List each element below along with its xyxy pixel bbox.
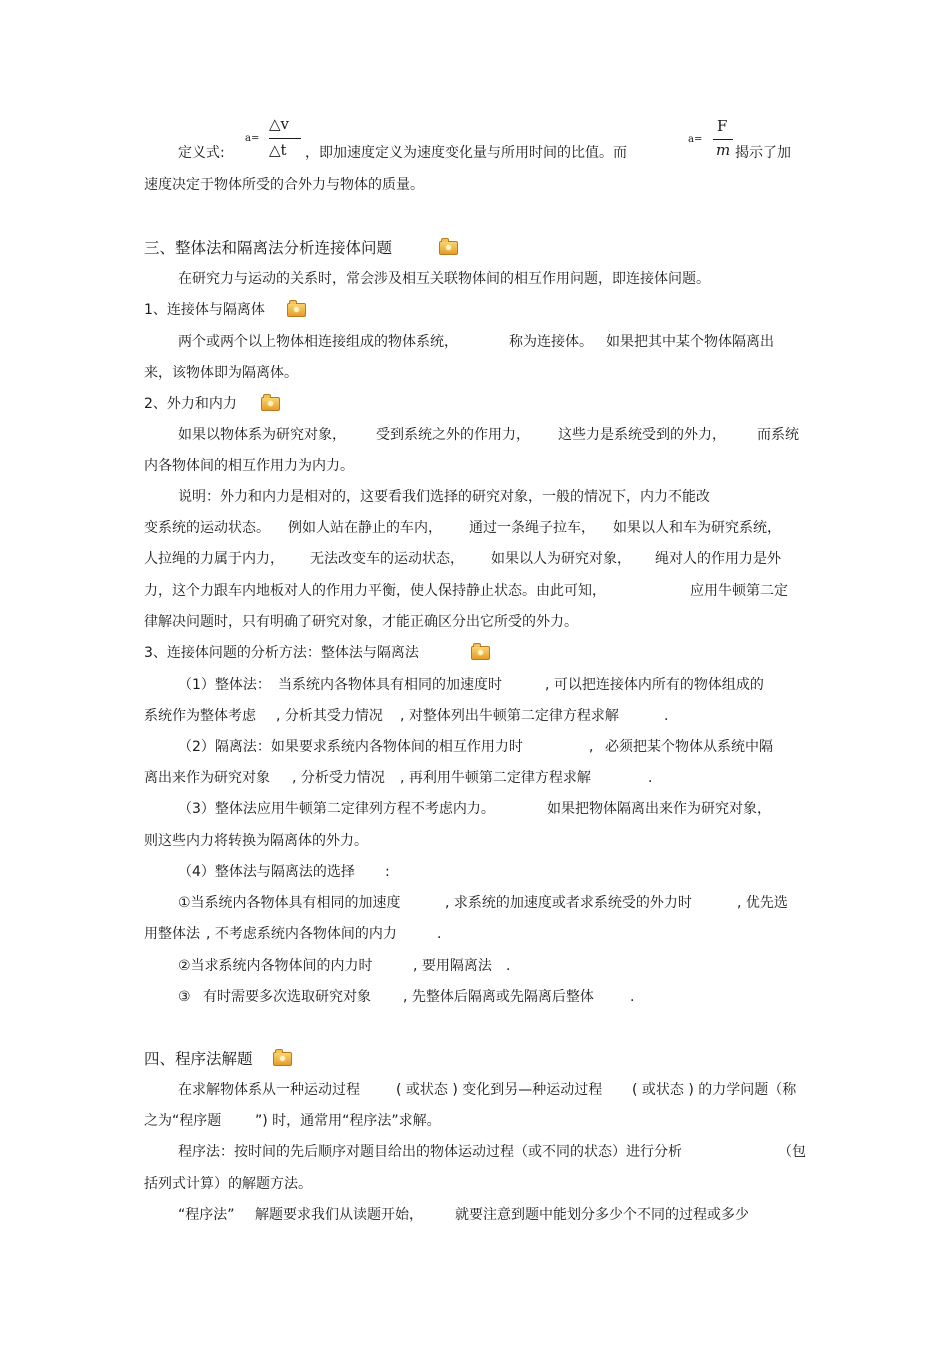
text-segment: 例如人站在静止的车内，: [288, 520, 442, 536]
formula-lhs: a=: [688, 134, 703, 145]
text-segment: （4）整体法与隔离法的选择: [178, 864, 355, 880]
paragraph-line: [0, 485, 950, 509]
subsection-2-heading: [0, 392, 950, 416]
text-segment: 来，该物体即为隔离体。: [144, 365, 298, 381]
text-segment: ”) 时，通常用“程序法”求解。: [255, 1113, 441, 1129]
text-segment: 绳对人的作用力是外: [655, 551, 781, 567]
text-segment: , 分析其受力情况: [276, 708, 383, 724]
text-segment: ①当系统内各物体具有相同的加速度: [178, 895, 401, 911]
folder-icon[interactable]: [273, 1052, 292, 1066]
text-segment: , 再利用牛顿第二定律方程求解: [400, 770, 591, 786]
folder-icon[interactable]: [261, 397, 280, 411]
folder-icon[interactable]: [439, 241, 458, 255]
paragraph-line: [0, 860, 950, 884]
paragraph-line: [0, 735, 950, 759]
definition-text: ，即加速度定义为速度变化量与所用时间的比值。而: [305, 145, 627, 161]
text-segment: （包: [778, 1144, 806, 1160]
paragraph-line: [0, 766, 950, 790]
paragraph-line: [0, 985, 950, 1009]
section-4-heading: [0, 1047, 950, 1071]
text-segment: 两个或两个以上物体相连接组成的物体系统，: [178, 334, 458, 350]
paragraph-line: [0, 579, 950, 603]
formula-lhs: a=: [245, 133, 260, 144]
text-segment: 力，这个力跟车内地板对人的作用力平衡，使人保持静止状态。由此可知，: [144, 583, 606, 599]
text-segment: 如果以人和车为研究系统，: [613, 520, 781, 536]
text-segment: 律解决问题时，只有明确了研究对象，才能正确区分出它所受的外力。: [144, 614, 578, 630]
paragraph-line: [0, 516, 950, 540]
text-segment: , 不考虑系统内各物体间的内力: [206, 926, 397, 942]
text-segment: ( 或状态 ) 的力学问题（称: [632, 1082, 797, 1098]
text-segment: , 求系统的加速度或者求系统受的外力时: [445, 895, 692, 911]
paragraph-line: [0, 361, 950, 385]
text-segment: 受到系统之外的作用力，: [376, 427, 530, 443]
text-segment: 有时需要多次选取研究对象: [203, 989, 371, 1005]
fraction-bar: [713, 139, 733, 140]
text-segment: 必须把某个物体从系统中隔: [605, 739, 773, 755]
paragraph-text: 速度决定于物体所受的合外力与物体的质量。: [144, 177, 424, 193]
text-segment: （3）整体法应用牛顿第二定律列方程不考虑内力。: [178, 801, 495, 817]
text-segment: .: [437, 926, 442, 942]
definition-label: 定义式:: [178, 145, 225, 161]
paragraph-line: [0, 454, 950, 478]
text-segment: 程序法：按时间的先后顺序对题目给出的物体运动过程（或不同的状态）进行分析: [178, 1144, 682, 1160]
paragraph-line: [0, 1140, 950, 1164]
paragraph-line: [0, 423, 950, 447]
text-segment: 之为“程序题: [144, 1113, 222, 1129]
text-segment: “程序法”: [178, 1207, 235, 1223]
text-segment: 离出来作为研究对象: [144, 770, 270, 786]
text-segment: 应用牛顿第二定: [690, 583, 788, 599]
text-segment: 当系统内各物体具有相同的加速度时: [278, 677, 502, 693]
text-segment: 通过一条绳子拉车，: [469, 520, 595, 536]
text-segment: 系统作为整体考虑: [144, 708, 256, 724]
subsection-title: 2、外力和内力: [144, 396, 237, 412]
subsection-title: 1、连接体与隔离体: [144, 302, 265, 318]
text-segment: 用整体法: [144, 926, 200, 942]
folder-icon[interactable]: [287, 303, 306, 317]
text-segment: （2）隔离法：如果要求系统内各物体间的相互作用力时: [178, 739, 523, 755]
text-segment: 无法改变车的运动状态，: [310, 551, 464, 567]
subsection-3-heading: [0, 641, 950, 665]
text-segment: , 先整体后隔离或先隔离后整体: [403, 989, 594, 1005]
subsection-1-heading: [0, 298, 950, 322]
paragraph-line: [0, 673, 950, 697]
section-3-intro: [0, 267, 950, 291]
text-segment: .: [630, 989, 635, 1005]
text-segment: 这些力是系统受到的外力，: [558, 427, 726, 443]
text-segment: , 可以把连接体内所有的物体组成的: [545, 677, 764, 693]
text-segment: 人拉绳的力属于内力，: [144, 551, 284, 567]
definition-text: 揭示了加: [735, 145, 791, 161]
text-segment: , 对整体列出牛顿第二定律方程求解: [400, 708, 619, 724]
paragraph-line: [0, 922, 950, 946]
paragraph-line: [0, 610, 950, 634]
section-title: 四、程序法解题: [144, 1050, 253, 1068]
text-segment: 而系统: [757, 427, 799, 443]
paragraph-line: [0, 1078, 950, 1102]
text-segment: :: [385, 864, 390, 880]
text-segment: , 分析受力情况: [292, 770, 385, 786]
paragraph-line: [0, 547, 950, 571]
paragraph-line: [0, 1203, 950, 1227]
paragraph-line: [0, 1109, 950, 1133]
text-segment: ③: [178, 989, 191, 1005]
text-segment: .: [664, 708, 669, 724]
text-segment: 括列式计算）的解题方法。: [144, 1176, 312, 1192]
text-segment: ,: [589, 739, 594, 755]
text-segment: 变系统的运动状态。: [144, 520, 270, 536]
text-segment: , 优先选: [737, 895, 788, 911]
formula-denominator: △t: [269, 141, 287, 159]
text-segment: .: [506, 958, 511, 974]
formula-denominator: m: [716, 141, 731, 159]
definition-text-2: [0, 141, 950, 165]
text-segment: ②当求系统内各物体间的内力时: [178, 958, 373, 974]
text-segment: 如果以人为研究对象，: [491, 551, 631, 567]
folder-icon[interactable]: [471, 646, 490, 660]
text-segment: 就要注意到题中能划分多少个不同的过程或多少: [455, 1207, 749, 1223]
text-segment: , 要用隔离法: [413, 958, 492, 974]
paragraph-line: [0, 954, 950, 978]
definition-line-2: [0, 173, 950, 197]
section-title: 三、整体法和隔离法分析连接体问题: [144, 239, 393, 257]
formula-numerator: F: [717, 117, 728, 135]
text-segment: 如果以物体系为研究对象，: [178, 427, 346, 443]
paragraph-line: [0, 797, 950, 821]
text-segment: 内各物体间的相互作用力为内力。: [144, 458, 354, 474]
paragraph-line: [0, 704, 950, 728]
text-segment: ( 或状态 ) 变化到另—种运动过程: [396, 1082, 603, 1098]
text-segment: 如果把物体隔离出来作为研究对象，: [547, 801, 771, 817]
paragraph-line: [0, 1172, 950, 1196]
text-segment: .: [648, 770, 653, 786]
fraction-bar: [269, 138, 301, 139]
paragraph-line: [0, 891, 950, 915]
text-segment: 称为连接体。: [509, 334, 593, 350]
text-segment: （1）整体法：: [178, 677, 271, 693]
formula-numerator: △v: [269, 115, 290, 133]
paragraph-line: [0, 330, 950, 354]
paragraph-text: 在研究力与运动的关系时，常会涉及相互关联物体间的相互作用问题，即连接体问题。: [178, 271, 710, 287]
text-segment: 如果把其中某个物体隔离出: [606, 334, 774, 350]
text-segment: 在求解物体系从一种运动过程: [178, 1082, 360, 1098]
paragraph-line: [0, 829, 950, 853]
section-3-heading: [0, 236, 950, 260]
text-segment: 解题要求我们从读题开始，: [255, 1207, 423, 1223]
subsection-title: 3、连接体问题的分析方法：整体法与隔离法: [144, 645, 419, 661]
text-segment: 则这些内力将转换为隔离体的外力。: [144, 833, 368, 849]
text-segment: 说明：外力和内力是相对的，这要看我们选择的研究对象，一般的情况下，内力不能改: [178, 489, 710, 505]
